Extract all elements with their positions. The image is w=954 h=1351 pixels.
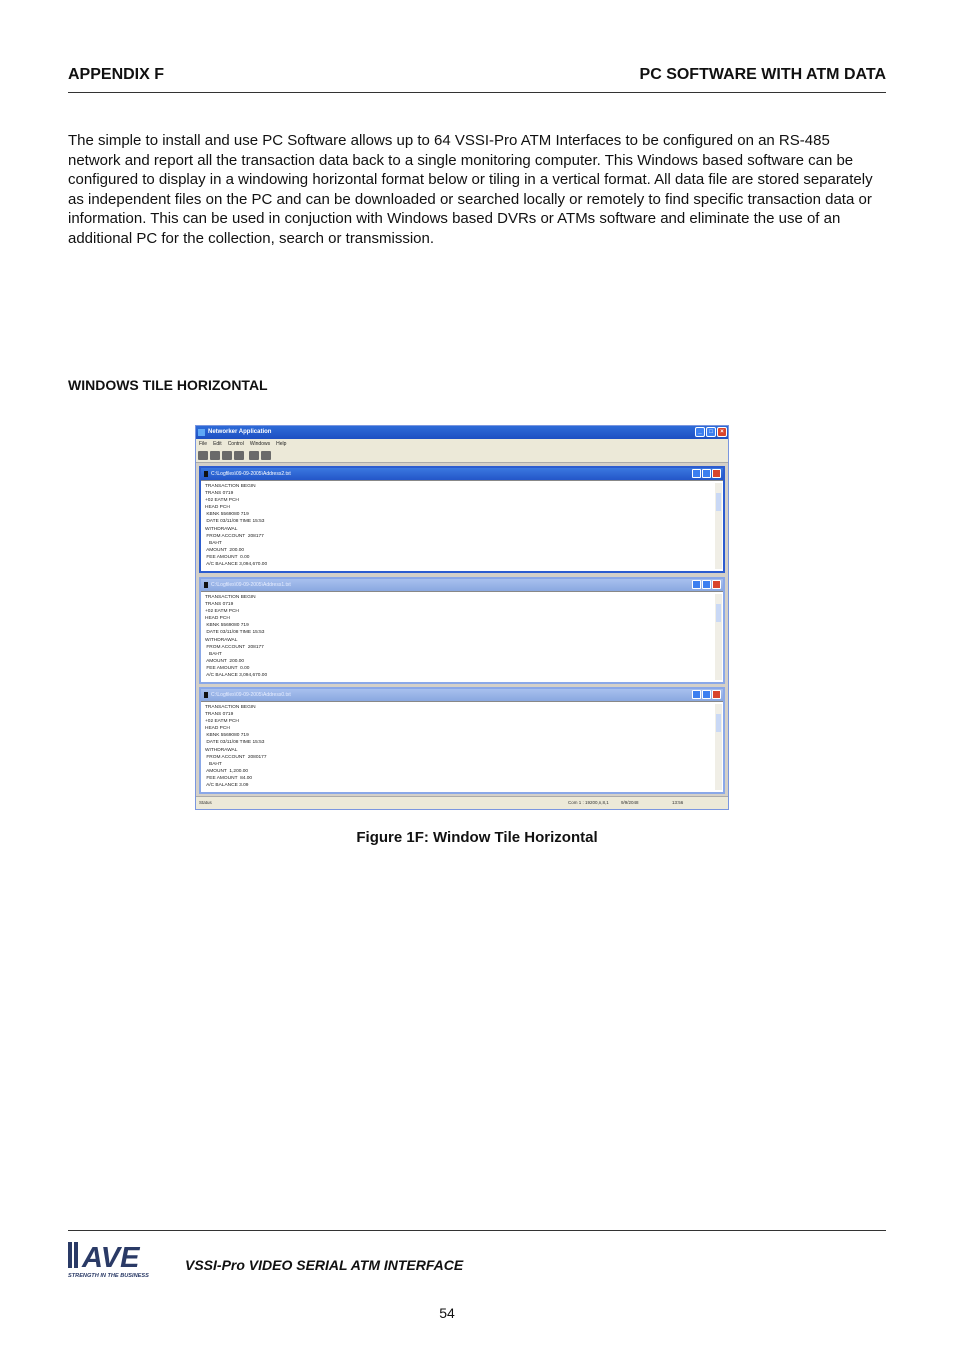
cut-icon[interactable] bbox=[222, 451, 232, 460]
copy-icon[interactable] bbox=[210, 451, 220, 460]
log-line: TRANSACTION BEGIN bbox=[205, 705, 256, 710]
log-line: DATE 03/11/08 TIME 15:53 bbox=[205, 740, 265, 746]
vertical-scrollbar[interactable] bbox=[715, 704, 722, 790]
log-line: BAHT bbox=[205, 651, 222, 657]
menu-file[interactable]: File bbox=[199, 441, 208, 447]
app-screenshot bbox=[195, 425, 729, 810]
document-icon bbox=[204, 692, 208, 698]
transaction-log bbox=[201, 480, 723, 571]
status-bar bbox=[196, 796, 728, 809]
log-line: WITHDRAWAL bbox=[205, 747, 238, 753]
status-text: Status bbox=[199, 800, 212, 805]
page-number: 54 bbox=[439, 1305, 455, 1321]
menu-bar bbox=[196, 439, 728, 449]
child-window-address0[interactable] bbox=[199, 687, 725, 794]
menu-edit[interactable]: Edit bbox=[213, 441, 222, 447]
log-line: FEE AMOUNT 84.00 bbox=[205, 775, 253, 781]
log-line: HEAD PCH bbox=[205, 505, 230, 511]
figure-caption: Figure 1F: Window Tile Horizontal bbox=[356, 829, 598, 846]
status-date: 9/9/2048 bbox=[621, 800, 639, 805]
log-line: +02 EATM PCH bbox=[205, 498, 239, 504]
log-line: FEE AMOUNT 0.00 bbox=[205, 665, 250, 671]
scroll-thumb[interactable] bbox=[716, 604, 721, 622]
log-line: TRANSACTION BEGIN bbox=[205, 595, 256, 600]
print-icon[interactable] bbox=[198, 451, 208, 460]
log-line: WITHDRAWAL bbox=[205, 526, 238, 532]
log-line: HEAD PCH bbox=[205, 616, 230, 622]
maximize-icon[interactable] bbox=[702, 690, 711, 699]
log-line: A/C BALANCE 3,094,670.00 bbox=[205, 562, 268, 568]
vertical-scrollbar[interactable] bbox=[715, 594, 722, 680]
close-icon[interactable] bbox=[712, 690, 721, 699]
log-line: AMOUNT 200.00 bbox=[205, 658, 245, 664]
header-section-title: PC SOFTWARE WITH ATM DATA bbox=[639, 66, 886, 83]
menu-control[interactable]: Control bbox=[227, 441, 244, 447]
footer-rule bbox=[68, 1230, 886, 1231]
log-line: BAHT bbox=[205, 540, 222, 546]
minimize-icon[interactable] bbox=[692, 690, 701, 699]
child-titlebar[interactable] bbox=[201, 468, 723, 480]
app-icon bbox=[198, 429, 205, 436]
log-line: A/C BALANCE 3,094,670.00 bbox=[205, 673, 268, 679]
scroll-thumb[interactable] bbox=[716, 493, 721, 511]
logo-text: AVE bbox=[82, 1242, 140, 1274]
child-window-address2[interactable] bbox=[199, 466, 725, 573]
scroll-thumb[interactable] bbox=[716, 714, 721, 732]
status-com-port: Com 1 : 19200,n,8,1 bbox=[568, 800, 609, 805]
log-line: AMOUNT 1,200.00 bbox=[205, 768, 249, 774]
child-titlebar[interactable] bbox=[201, 579, 723, 591]
vertical-scrollbar[interactable] bbox=[715, 483, 722, 569]
minimize-icon[interactable] bbox=[692, 469, 701, 478]
maximize-icon[interactable] bbox=[702, 580, 711, 589]
paste-icon[interactable] bbox=[234, 451, 244, 460]
log-line: +02 EATM PCH bbox=[205, 609, 239, 615]
transaction-log bbox=[201, 701, 723, 792]
log-lines bbox=[205, 594, 267, 679]
menu-windows[interactable]: Windows bbox=[249, 441, 271, 447]
maximize-icon[interactable] bbox=[702, 469, 711, 478]
log-line: WITHDRAWAL bbox=[205, 637, 238, 643]
log-line: FROM ACCOUNT 2080177 bbox=[205, 754, 267, 760]
section-title: WINDOWS TILE HORIZONTAL bbox=[68, 377, 268, 393]
ave-logo bbox=[68, 1240, 168, 1280]
log-line: +02 EATM PCH bbox=[205, 719, 239, 725]
log-line: AMOUNT 200.00 bbox=[205, 547, 245, 553]
toolbar bbox=[196, 449, 728, 463]
log-lines bbox=[205, 483, 267, 568]
maximize-icon[interactable]: □ bbox=[706, 427, 716, 437]
log-line: KBNK 5569080 719 bbox=[205, 512, 249, 518]
log-line: KBNK 5569080 719 bbox=[205, 733, 249, 739]
child-title: C:\Logfiles\09-09-2005\Address1.txt bbox=[211, 582, 291, 588]
header-appendix: APPENDIX F bbox=[68, 66, 165, 83]
header-rule bbox=[68, 92, 886, 93]
log-line: TRANS 0719 bbox=[205, 602, 234, 608]
close-icon[interactable]: × bbox=[717, 427, 727, 437]
log-line: FROM ACCOUNT 208177 bbox=[205, 533, 264, 539]
app-title: Networker Application bbox=[208, 429, 272, 435]
close-icon[interactable] bbox=[712, 580, 721, 589]
log-line: TRANSACTION BEGIN bbox=[205, 484, 256, 489]
child-window-address1[interactable] bbox=[199, 577, 725, 684]
footer-title: VSSI-Pro VIDEO SERIAL ATM INTERFACE bbox=[185, 1257, 464, 1273]
intro-paragraph: The simple to install and use PC Software allows up to 64 VSSI-Pro ATM Interfaces to be configured on an RS-485 network and report all the transaction data back to a single monitoring computer. This Windows based software can be configured to display in a windowing horizontal format below or tiling in a vertical format. All data file are stored separately as independent files on the PC and can be downloaded or searched locally or remotely to find specific transaction data or information. This can be used in conjuction with Windows based DVRs or ATMs software and eliminate the use of an additional PC for the collection, search or transmission. bbox=[68, 132, 873, 247]
minimize-icon[interactable] bbox=[692, 580, 701, 589]
transaction-log bbox=[201, 591, 723, 682]
log-line: TRANS 0719 bbox=[205, 712, 234, 718]
log-line: KBNK 5569080 719 bbox=[205, 623, 249, 629]
log-line: HEAD PCH bbox=[205, 726, 230, 732]
child-title: C:\Logfiles\09-09-2005\Address0.txt bbox=[211, 692, 291, 698]
document-icon bbox=[204, 582, 208, 588]
log-line: FROM ACCOUNT 208177 bbox=[205, 644, 264, 650]
log-line: BAHT bbox=[205, 761, 222, 767]
app-titlebar bbox=[196, 426, 728, 439]
log-line: FEE AMOUNT 0.00 bbox=[205, 554, 250, 560]
logo-tagline: STRENGTH IN THE BUSINESS bbox=[68, 1273, 149, 1279]
status-time: 13:56 bbox=[672, 800, 684, 805]
child-titlebar[interactable] bbox=[201, 689, 723, 701]
child-title: C:\Logfiles\09-09-2005\Address2.txt bbox=[211, 471, 291, 477]
connect-icon[interactable] bbox=[261, 451, 271, 460]
log-line: DATE 03/11/08 TIME 15:53 bbox=[205, 519, 265, 525]
document-icon bbox=[204, 471, 208, 477]
minimize-icon[interactable]: _ bbox=[695, 427, 705, 437]
log-line: DATE 03/11/08 TIME 15:53 bbox=[205, 630, 265, 636]
menu-help[interactable]: Help bbox=[276, 441, 287, 447]
close-icon[interactable] bbox=[712, 469, 721, 478]
log-line: A/C BALANCE 3.09 bbox=[205, 783, 249, 789]
log-lines bbox=[205, 704, 267, 789]
log-line: TRANS 0719 bbox=[205, 491, 234, 497]
settings-icon[interactable] bbox=[249, 451, 259, 460]
